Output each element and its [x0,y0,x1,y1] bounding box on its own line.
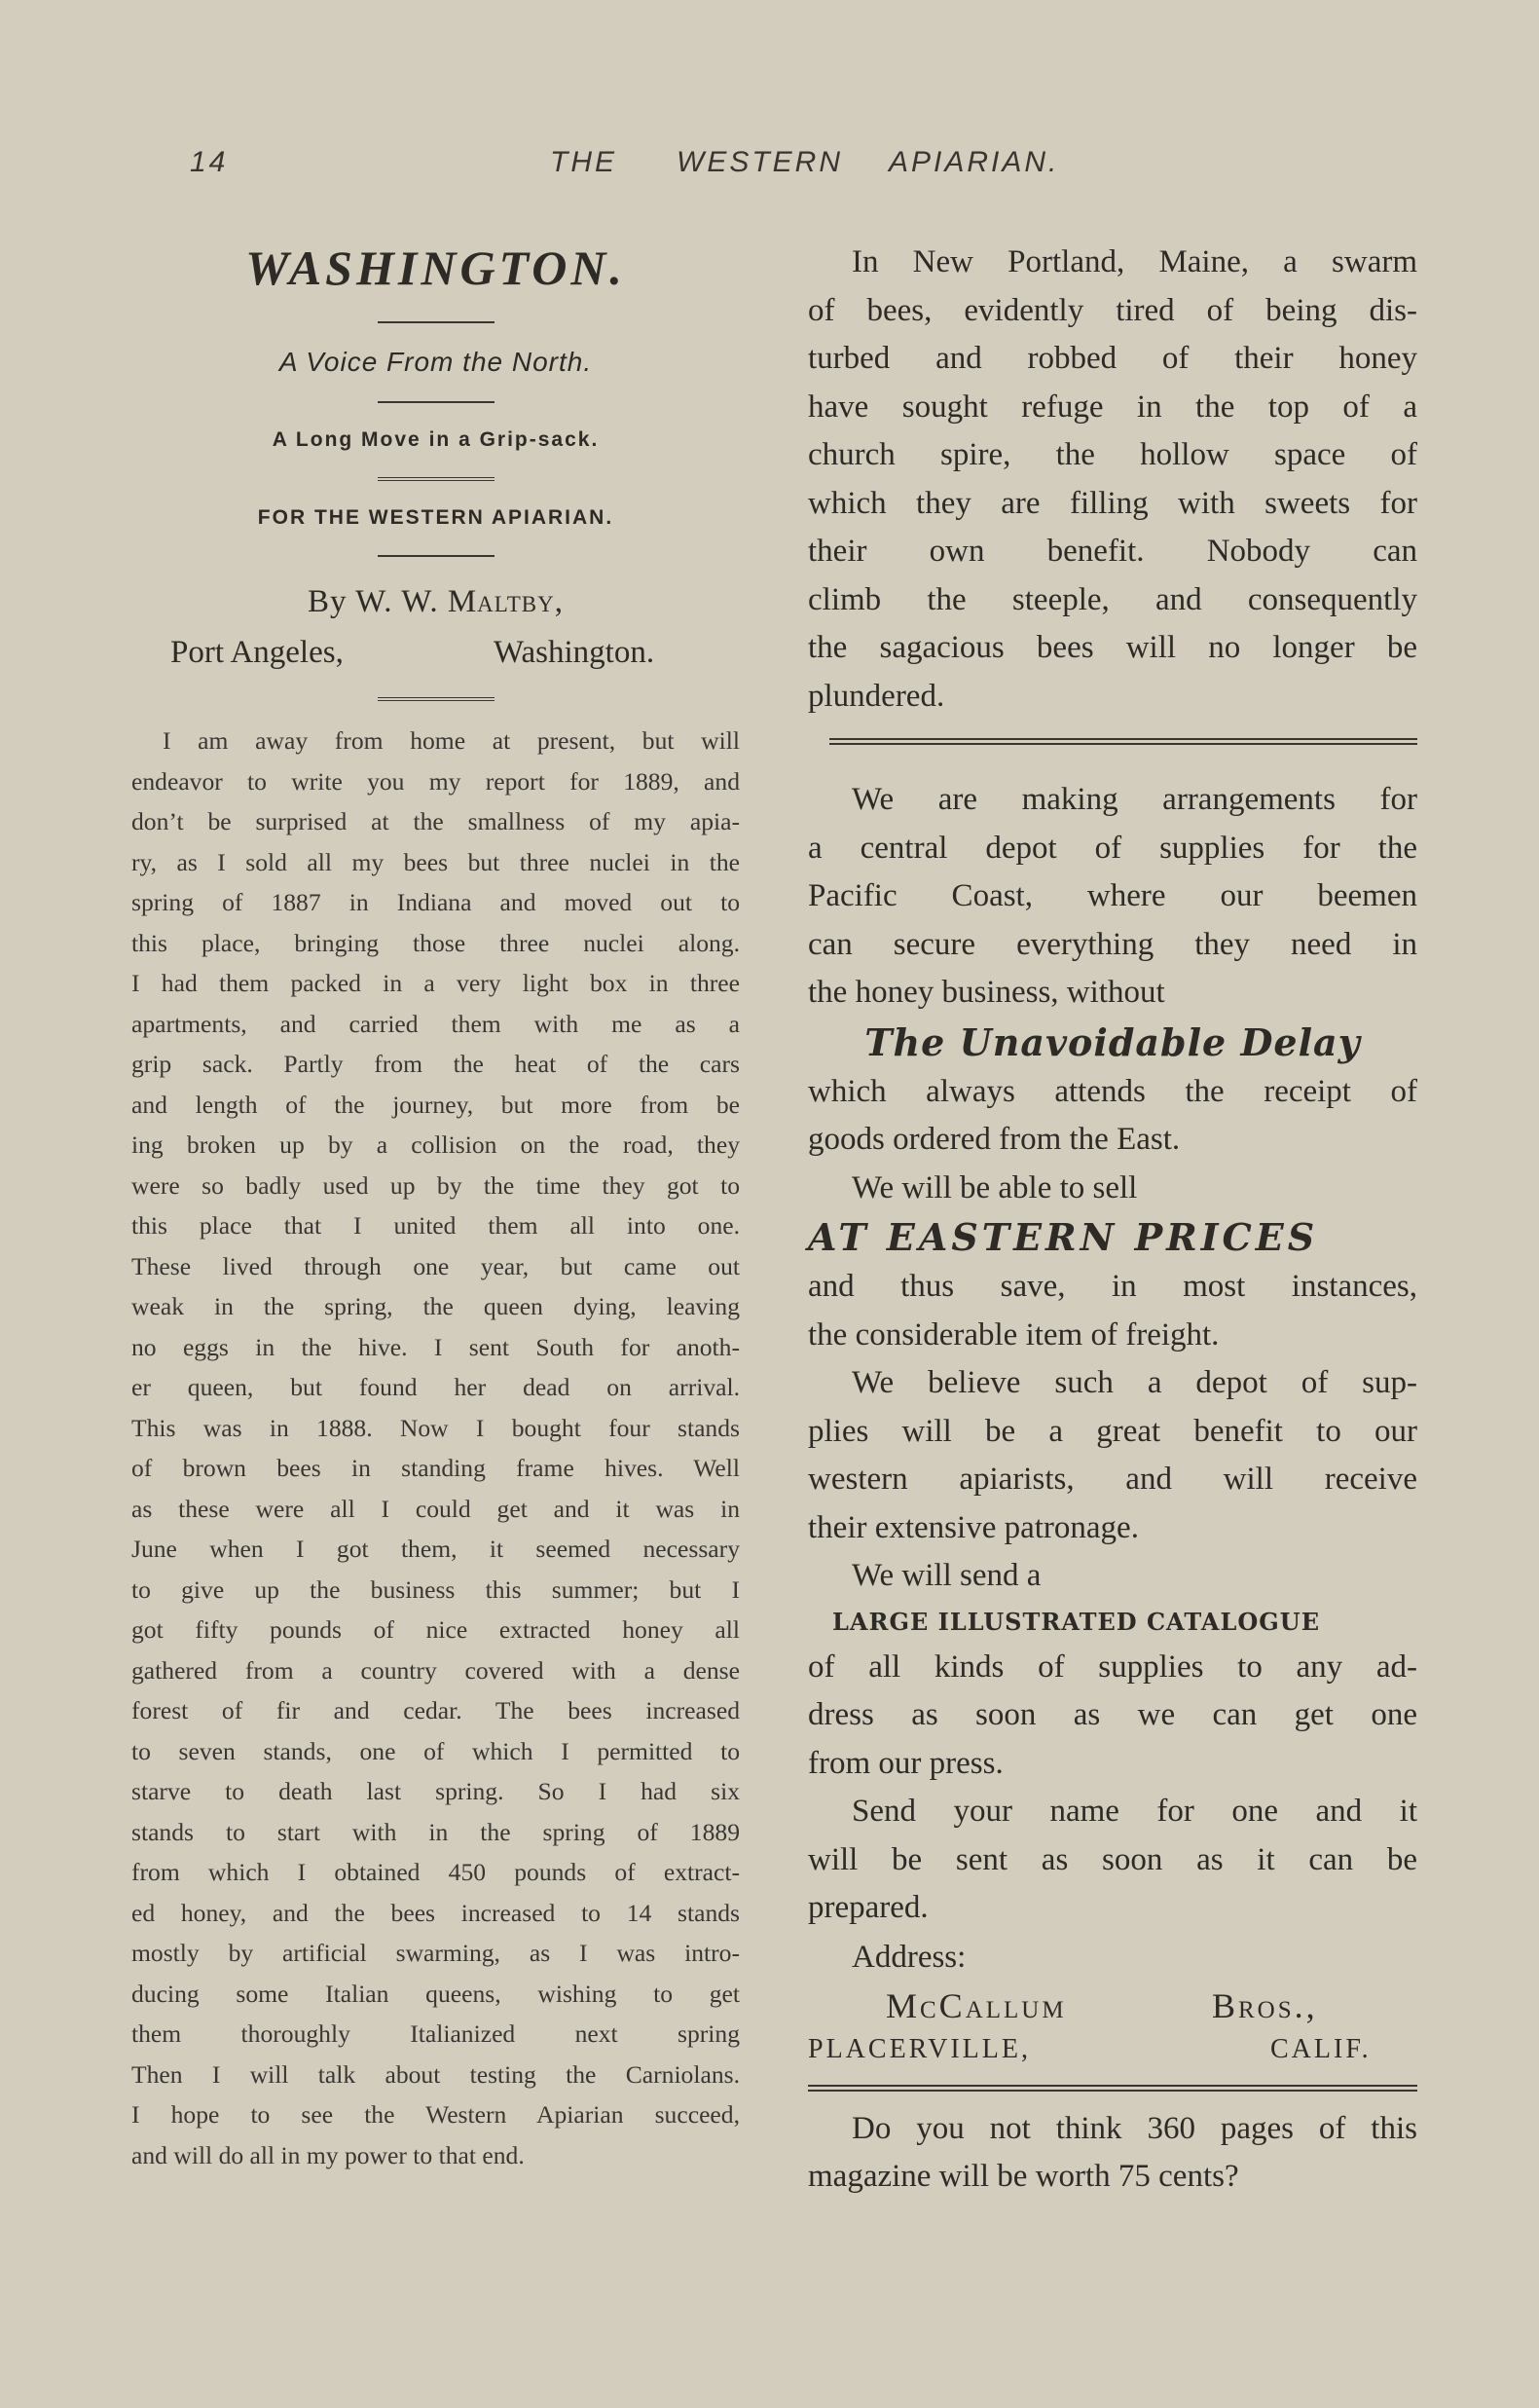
firm-name-left: McCallum [886,1985,1067,2025]
ad-display-prices: AT EASTERN PRICES [808,1215,1319,1259]
text-line: plies will be a great benefit to our [808,1413,1417,1449]
byline-prefix: By W. W. [308,584,439,619]
text-line: Then I will talk about testing the Carniolans. [131,2059,740,2089]
text-line: ry, as I sold all my bees but three nuclei in the [131,847,740,876]
running-title-word: APIARIAN. [889,146,1060,178]
text-line: dress as soon as we can get one [808,1697,1417,1732]
text-line: and will do all in my power to that end. [131,2140,525,2169]
divider [378,697,495,701]
text-line: this place that I united them all into one. [131,1211,740,1240]
text-line: Send your name for one and it [852,1794,1417,1829]
text-line: We will be able to sell [852,1169,1138,1205]
text-line: gathered from a country covered with a dense [131,1655,740,1685]
advertisement-text [808,1644,1417,1933]
text-line: Do you not think 360 pages of this [852,2110,1417,2146]
text-line: forest of fir and cedar. The bees increased [131,1696,740,1724]
text-line: from our press. [808,1745,1004,1781]
text-line: the honey business, without [808,975,1165,1010]
text-line: ed honey, and the bees increased to 14 stands [131,1898,740,1927]
text-line: to give up the business this summer; but I [131,1574,740,1604]
text-line: magazine will be worth 75 cents? [808,2159,1239,2194]
text-line: spring of 1887 in Indiana and moved out to [131,888,740,916]
running-title-word: THE [550,146,617,178]
ad-display-delay: The Unavoidable Delay [864,1019,1361,1064]
text-line: as these were all I could get and it was in [131,1494,740,1523]
double-rule [808,2085,1417,2092]
news-item [808,239,1417,721]
text-line: no eggs in the hive. I sent South for anoth- [131,1332,740,1361]
text-line: of all kinds of supplies to any ad- [808,1649,1417,1685]
article-body [131,721,740,2175]
advertisement-text [808,776,1417,1018]
text-line: This was in 1888. Now I bought four stands [131,1413,740,1442]
text-line: stands to start with in the spring of 1889 [131,1817,740,1846]
text-line: them thoroughly Italianized next spring [131,2019,740,2048]
ad-catalogue: LARGE ILLUSTRATED CATALOGUE [832,1607,1321,1636]
text-line: plundered. [808,678,945,714]
firm-city: PLACERVILLE, [808,2033,1031,2064]
text-line: prepared. [808,1890,929,1925]
text-line: We believe such a depot of sup- [852,1365,1417,1400]
text-line: climb the steeple, and consequently [808,581,1417,617]
divider [378,477,495,481]
text-line: er queen, but found her dead on arrival. [131,1373,740,1401]
text-line: turbed and robbed of their honey [808,341,1417,376]
author-name: Maltby, [447,584,564,619]
closing-note [808,2105,1417,2202]
text-line: western apiarists, and will receive [808,1462,1417,1497]
text-line: got fifty pounds of nice extracted honey all [131,1615,740,1644]
text-line: Pacific Coast, where our beemen [808,878,1417,913]
article-subtitle: A Voice From the North. [278,347,593,377]
text-line: a central depot of supplies for the [808,830,1417,866]
text-line: endeavor to write you my report for 1889, and [131,766,740,796]
page-number: 14 [190,146,229,178]
text-line: this place, bringing those three nuclei along. [131,928,740,957]
text-line: These lived through one year, but came out [131,1251,740,1280]
left-column [131,234,740,2175]
text-line: In New Portland, Maine, a swarm [852,244,1417,279]
firm-state: CALIF. [1270,2033,1372,2064]
author-state: Washington. [494,635,655,670]
text-line: will be sent as soon as it can be [808,1841,1417,1877]
text-line: which always attends the receipt of [808,1073,1417,1109]
text-line: goods ordered from the East. [808,1122,1181,1157]
firm-place [808,2030,1417,2069]
text-line: ducing some Italian queens, wishing to get [131,1979,740,2008]
text-line: I had them packed in a very light box in three [131,969,740,997]
text-line: church spire, the hollow space of [808,437,1417,472]
divider [378,321,495,323]
text-line: the considerable item of freight. [808,1316,1220,1352]
divider [378,555,495,557]
text-line: mostly by artificial swarming, as I was intro- [131,1939,740,1967]
text-line: ing broken up by a collision on the road, they [131,1130,740,1159]
text-line: starve to death last spring. So I had six [131,1777,740,1805]
text-line: weak in the spring, the queen dying, leaving [131,1292,740,1320]
byline [131,576,740,627]
text-line: of brown bees in standing frame hives. Well [131,1454,740,1482]
text-line: We will send a [852,1558,1042,1593]
text-line: their own benefit. Nobody can [808,534,1417,569]
text-line: their extensive patronage. [808,1509,1139,1545]
author-city: Port Angeles, [170,635,344,670]
running-title-word: WESTERN [677,146,843,178]
text-line: apartments, and carried them with me as a [131,1009,740,1038]
for-line: FOR THE WESTERN APIARIAN. [257,506,614,529]
running-header [190,146,1060,191]
text-line: We are making arrangements for [852,782,1417,817]
right-column [808,239,1417,2202]
text-line: were so badly used up by the time they got to [131,1170,740,1200]
text-line: which they are filling with sweets for [808,485,1417,521]
text-line: from which I obtained 450 pounds of extract- [131,1858,740,1886]
text-line: June when I got them, it seemed necessary [131,1535,740,1563]
text-line: I am away from home at present, but will [163,726,740,755]
text-line: to seven stands, one of which I permitted to [131,1736,740,1765]
text-line: don’t be surprised at the smallness of my apia- [131,807,740,835]
text-line: of bees, evidently tired of being dis- [808,292,1417,328]
text-line: have sought refuge in the top of a [808,389,1417,425]
firm-name-right: Bros., [1212,1985,1318,2025]
text-line: grip sack. Partly from the heat of the cars [131,1050,740,1078]
article-title: WASHINGTON. [245,241,626,295]
divider [378,401,495,403]
advertisement-text [808,1263,1417,1601]
text-line: and thus save, in most instances, [808,1269,1417,1304]
text-line: I hope to see the Western Apiarian succeed, [131,2100,740,2129]
address-label: Address: [852,1939,967,1975]
text-line: can secure everything they need in [808,926,1417,962]
text-line: the sagacious bees will no longer be [808,630,1417,665]
advertisement-text [808,1068,1417,1213]
article-subheading: A Long Move in a Grip-sack. [272,428,600,451]
text-line: and length of the journey, but more from be [131,1090,740,1119]
firm-name [808,1982,1417,2030]
author-place [131,627,740,678]
double-rule [829,738,1417,745]
